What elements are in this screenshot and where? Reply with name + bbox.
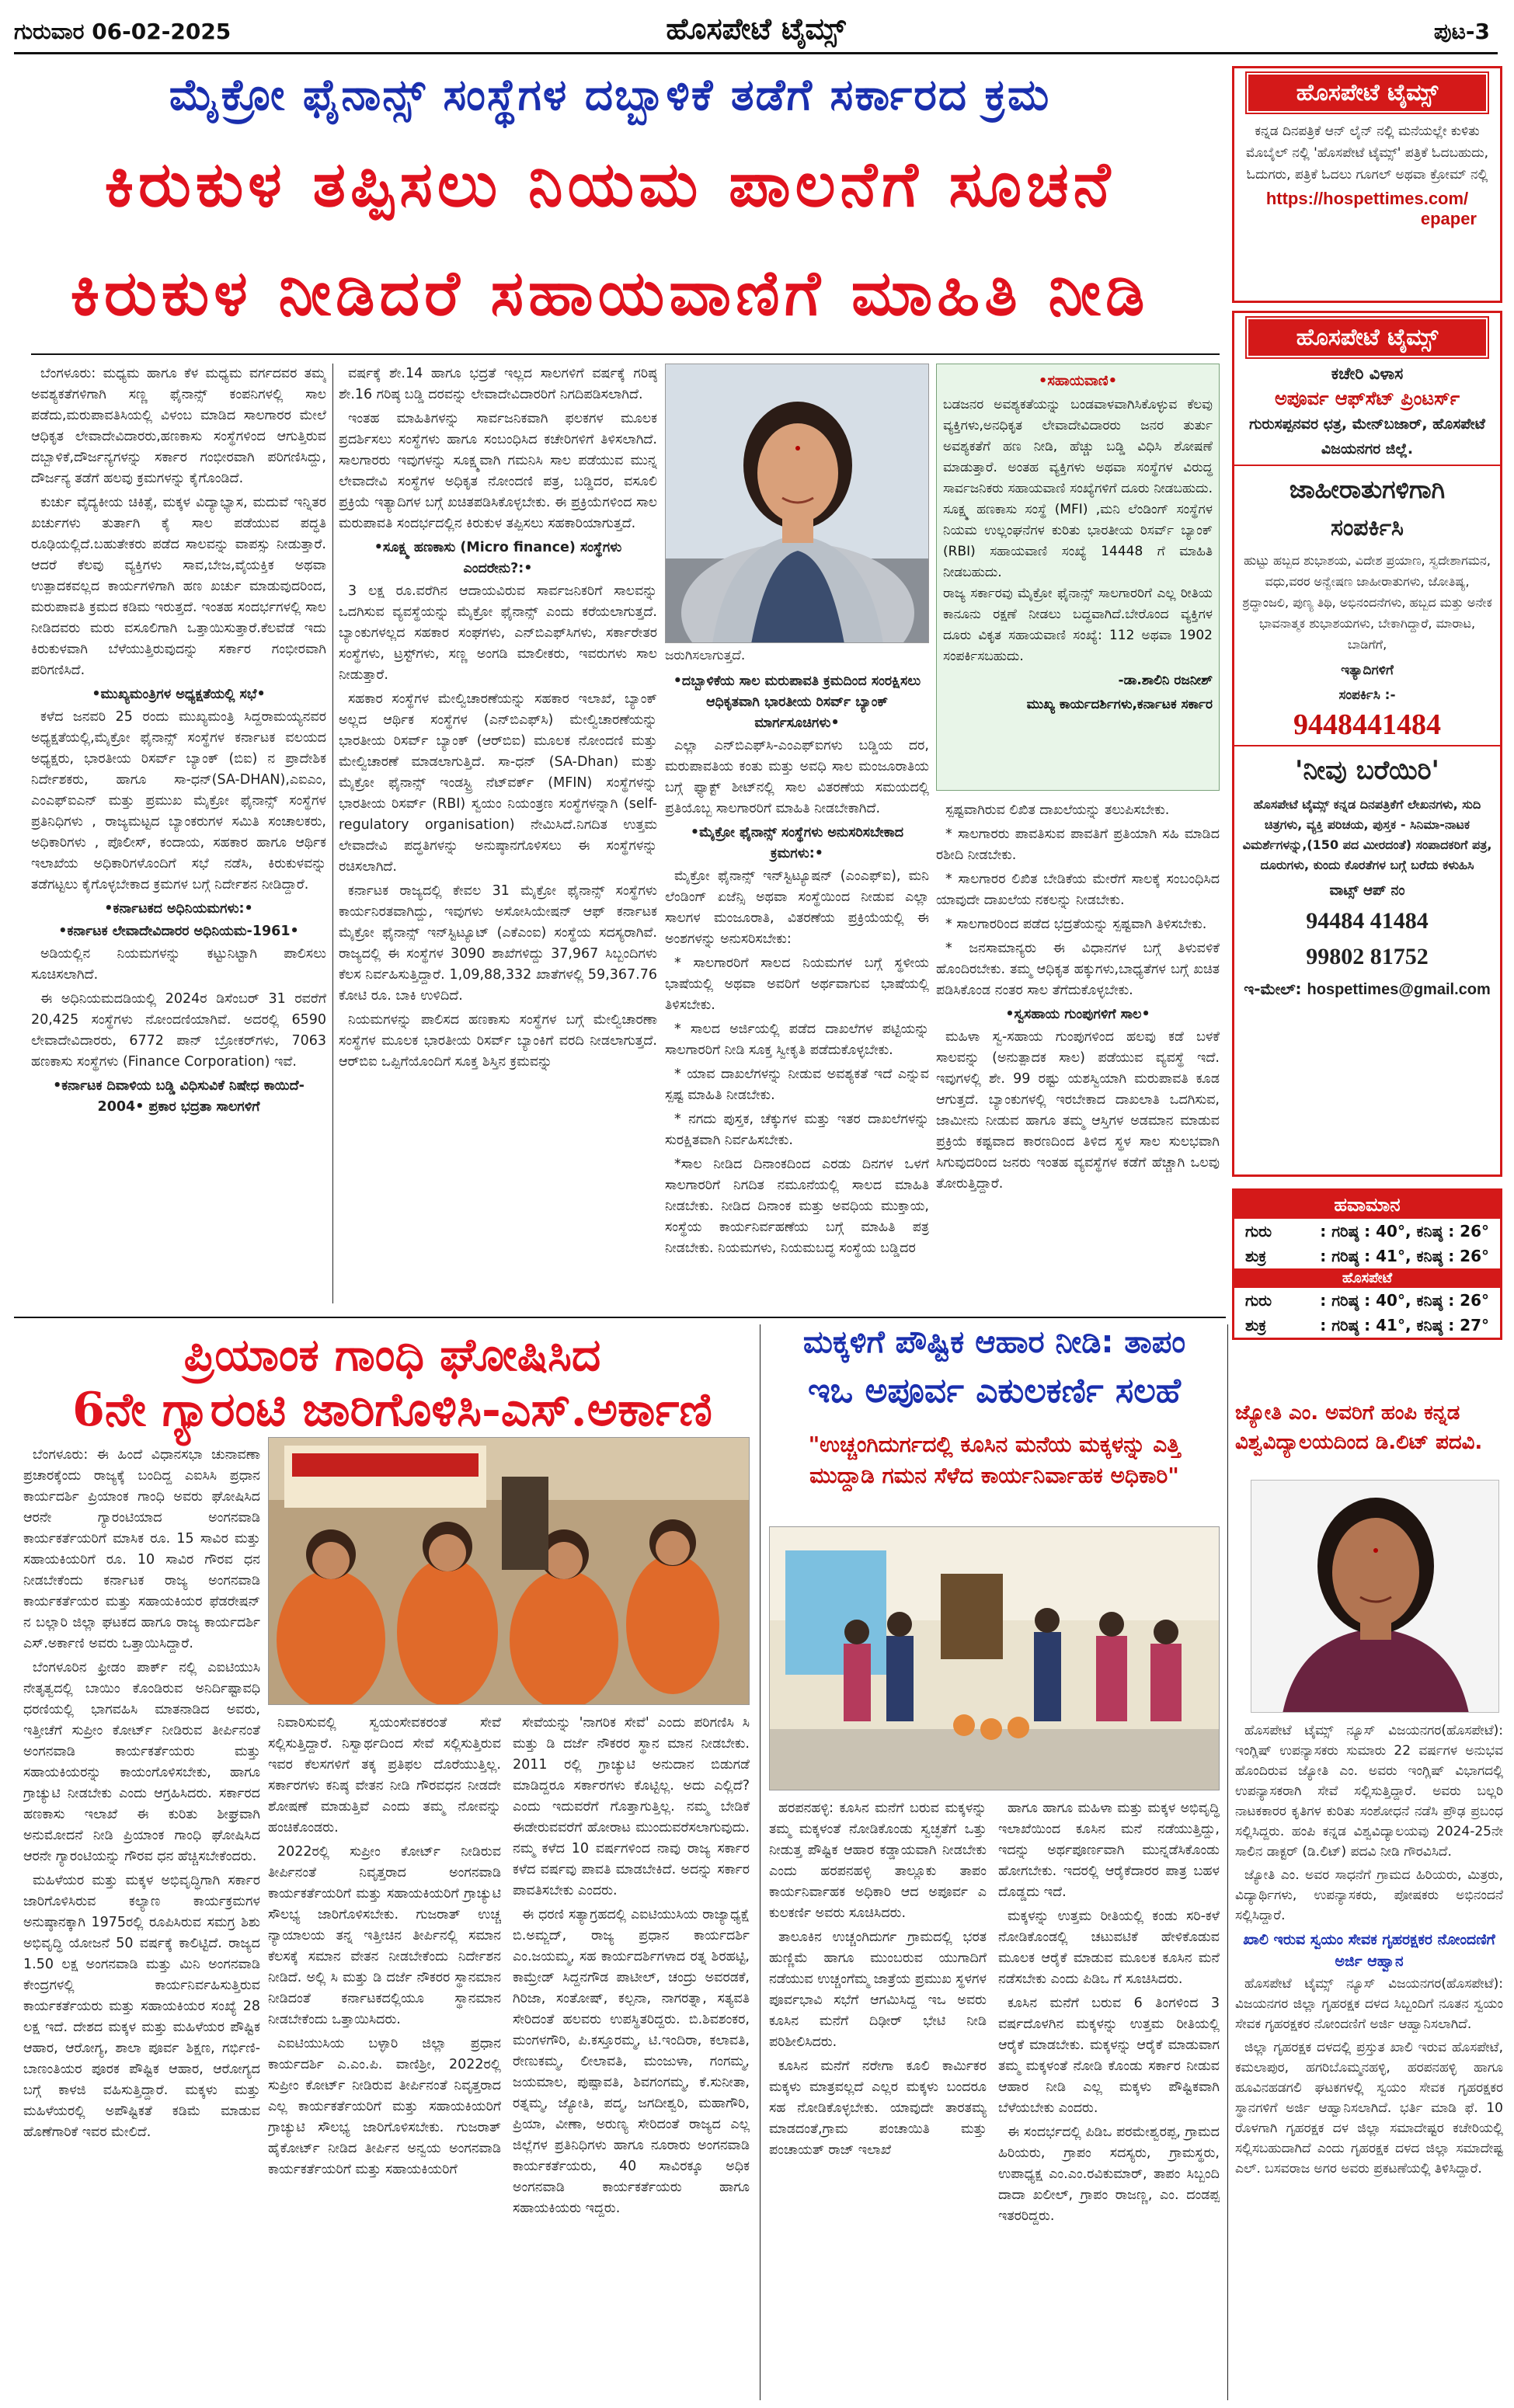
paragraph: ಹೊಸಪೇಟೆ ಟೈಮ್ಸ್ ನ್ಯೂಸ್ ವಿಜಯನಗರ(ಹೊಸಪೇಟೆ): ಇಂಗ್ಲಿಷ್ ಉಪನ್ಯಾಸಕರು ಸುಮಾರು 22 ವರ್ಷಗಳ ಅನುಭವ ಹೊಂದಿರುವ ಜ್ಯೋತಿ ಎಂ. ಅವರು ಇಂಗ್ಲಿಷ್ ವಿಭಾಗದಲ್ಲಿ ಉಪನ್ಯಾಸಕರಾಗಿ ಸೇವೆ ಸಲ್ಲಿಸುತ್ತಿದ್ದಾರೆ. ಅವರು ಬಲ್ಲರಿ ನಾಟಕಕಾರರ ಕೃತಿಗಳ ಕುರಿತು ಸಂಶೋಧನೆ ನಡೆಸಿ ಪ್ರೌಢ ಪ್ರಬಂಧ ಸಲ್ಲಿಸಿದ್ದರು. ಹಂಪಿ ಕನ್ನಡ ವಿಶ್ವವಿದ್ಯಾಲಯವು 2024-25ನೇ ಸಾಲಿನ ಡಾಕ್ಟರ್ (ಡಿ.ಲಿಟ್) ಪದವಿ ನೀಡಿ ಗೌರವಿಸಿದೆ. xyxy=(1235,1723,1503,1860)
masthead xyxy=(14,8,1498,54)
paragraph: ಮೈಕ್ರೋ ಫೈನಾನ್ಸ್ ಇನ್‌ಸ್ಟಿಟ್ಯೂಷನ್ (ಎಂಎಫ್‌ಐ), ಮನಿ ಲೆಂಡಿಂಗ್ ಏಜೆನ್ಸಿ ಅಥವಾ ಸಂಸ್ಥೆಯಿಂದ ನೀಡುವ ಎಲ್ಲಾ ಸಾಲಗಳ ಮಂಜೂರಾತಿ, ವಿತರಣೆಯ ಪ್ರಕ್ರಿಯೆಯಲ್ಲಿ ಈ ಅಂಶಗಳನ್ನು ಅನುಸರಿಸಬೇಕು: xyxy=(665,868,929,947)
contact-label: ಸಂಪರ್ಕಿಸಿ :- xyxy=(1338,687,1396,703)
paragraph: ಬಡಜನರ ಅವಶ್ಯಕತೆಯನ್ನು ಬಂಡವಾಳವಾಗಿಸಿಕೊಳ್ಳುವ ಕೆಲವು ವ್ಯಕ್ತಿಗಳು,ಅನಧಿಕೃತ ಲೇವಾದೇವಿದಾರರು ಜನರ ತುರ್ತು ಅವಶ್ಯಕತೆಗೆ ಹಣ ನೀಡಿ, ಹೆಚ್ಚು ಬಡ್ಡಿ ವಿಧಿಸಿ ಶೋಷಣೆ ಮಾಡುತ್ತಾರೆ. ಅಂತಹ ವ್ಯಕ್ತಿಗಳು ಅಥವಾ ಸಂಸ್ಥೆಗಳ ವಿರುದ್ಧ ಸಾರ್ವಜನಿಕರು ಸಹಾಯವಾಣಿ ಸಂಖ್ಯೆಗಳಿಗೆ ದೂರು ನೀಡಬಹುದು. ಸೂಕ್ಷ್ಮ ಹಣಕಾಸು ಸಂಸ್ಥೆ (MFI) ,ಮನಿ ಲೆಂಡಿಂಗ್ ಸಂಸ್ಥೆಗಳ ನಿಯಮ ಉಲ್ಲಂಘನೆಗಳ ಕುರಿತು ಭಾರತೀಯ ರಿಸರ್ವ್ ಬ್ಯಾಂಕ್ (RBI) ಸಹಾಯವಾಣಿ ಸಂಖ್ಯೆ 14448 ಗೆ ಮಾಹಿತಿ ನೀಡಬಹುದು. xyxy=(943,397,1213,580)
email-label: ಇ-ಮೇಲ್: xyxy=(1244,980,1302,998)
protest-illustration xyxy=(269,1438,750,1705)
official-portrait-photo xyxy=(665,364,929,643)
divider xyxy=(14,1317,1226,1318)
lead-column-1 xyxy=(31,364,326,1311)
paragraph: ಈ ಅಧಿನಿಯಮದಡಿಯಲ್ಲಿ 2024ರ ಡಿಸೆಂಬರ್ 31 ರವರೆಗೆ 20,425 ಸಂಸ್ಥೆಗಳು ನೋಂದಣಿಯಾಗಿವೆ. ಅದರಲ್ಲಿ 6590 ಲೇವಾದೇವಿದಾರರು, 6772 ಪಾನ್ ಬ್ರೋಕರ್‌ಗಳು, 7063 ಹಣಕಾಸು ಸಂಸ್ಥೆಗಳು (Finance Corporation) ಇವೆ. xyxy=(31,991,326,1070)
list-item: * ಸಾಲಗಾರರಿಂದ ಪಡೆದ ಭದ್ರತೆಯನ್ನು ಸ್ಪಷ್ಟವಾಗಿ ತಿಳಿಸಬೇಕು. xyxy=(945,917,1207,932)
paragraph: ಅಡಿಯಲ್ಲಿನ ನಿಯಮಗಳನ್ನು ಕಟ್ಟುನಿಟ್ಟಾಗಿ ಪಾಲಿಸಲು ಸೂಚಿಸಲಾಗಿದೆ. xyxy=(31,946,326,983)
advertisement-ad xyxy=(1232,311,1502,1177)
protest-photo xyxy=(268,1437,750,1705)
subheading: •ಸೂಕ್ಷ್ಮ ಹಣಕಾಸು (Micro finance) ಸಂಸ್ಥೆಗಳು ಎಂದರೇನು?:• xyxy=(374,540,622,576)
list-item: * ಸಾಲದ ಅರ್ಜಿಯಲ್ಲಿ ಪಡೆದ ದಾಖಲೆಗಳ ಪಟ್ಟಿಯನ್ನು ಸಾಲಗಾರರಿಗೆ ನೀಡಿ ಸೂಕ್ತ ಸ್ವೀಕೃತಿ ಪಡೆದುಕೊಳ್ಳಬೇಕು. xyxy=(665,1021,929,1058)
anganwadi-photo xyxy=(769,1526,1220,1790)
paragraph: ಕುರ್ಚು ವೈದ್ಯಕೀಯ ಚಿಕಿತ್ಸೆ, ಮಕ್ಕಳ ವಿದ್ಯಾಭ್ಯಾಸ, ಮದುವೆ ಇನ್ನಿತರ ಖರ್ಚುಗಳು ತುರ್ತಾಗಿ ಕೈ ಸಾಲ ಪಡೆಯುವ ಪದ್ಧತಿ ರೂಢಿಯಲ್ಲಿದೆ.ಬಹುತೇಕರು ಪಡೆದ ಸಾಲವನ್ನು ವಾಪಸ್ಸು ನೀಡುತ್ತಾರೆ. ಆದರೆ ಕೆಲವು ವ್ಯಕ್ತಿಗಳು ಸಾವ,ಬೇಜ,ವೈಯಕ್ತಿಕ ಅಥವಾ ಉತ್ಪಾದಕವಲ್ಲದ ಕಾರ್ಯಗಳಿಗಾಗಿ ಹಣ ಖರ್ಚು ಮಾಡುವುದರಿಂದ, ಮರುಪಾವತಿ ಕ್ರಮದ ಕಡಿಮ ಇರುತ್ತದೆ. ಇಂತಹ ಸಂದರ್ಭಗಳಲ್ಲಿ ಸಾಲ ನೀಡಿದವರು ಮರು ವಸೂಲಿಗಾಗಿ ಒತ್ತಾಯಿಸುತ್ತಾರೆ.ಕೆಲವೆಡೆ ಇದು ಕಿರುಕುಳವಾಗಿ ಬೆಳೆಯುತ್ತಿರುವುದನ್ನು ಸರ್ಕಾರ ಗಂಭೀರವಾಗಿ ಪರಿಗಣಿಸಿದೆ. xyxy=(31,495,326,678)
weather-row: ಶುಕ್ರ : ಗರಿಷ್ಠ : 41°, ಕನಿಷ್ಠ : 26° xyxy=(1245,1247,1489,1265)
column-rule xyxy=(332,364,333,1303)
contact-heading: ಸಂಪರ್ಕಿಸಿ xyxy=(1331,514,1404,541)
ad-text: ಕನ್ನಡ ದಿನಪತ್ರಿಕೆ ಆನ್ ಲೈನ್ ನಲ್ಲಿ ಮನೆಯಲ್ಲೇ ಕುಳಿತು ಮೊಬೈಲ್ ನಲ್ಲಿ 'ಹೊಸಪೇಟೆ ಟೈಮ್ಸ್' ಪತ್ರಿಕೆ ಓದಬಹುದು, ಓದುಗರು, ಪತ್ರಿಕೆ ಓದಲು ಗೂಗಲ್ ಅಥವಾ ಕ್ರೋಮ್ ನಲ್ಲಿ xyxy=(1245,124,1489,183)
list-item: *ಸಾಲ ನೀಡಿದ ದಿನಾಂಕದಿಂದ ಎರಡು ದಿನಗಳ ಒಳಗೆ ಸಾಲಗಾರರಿಗೆ ನಿಗದಿತ ನಮೂನೆಯಲ್ಲಿ ಸಾಲದ ಮಾಹಿತಿ ನೀಡಬೇಕು. ನೀಡಿದ ದಿನಾಂಕ ಮತ್ತು ಅವಧಿಯ ಮುಕ್ತಾಯ, ಸಂಸ್ಥೆಯ ಕಾರ್ಯನಿರ್ವಹಣೆಯ ಬಗ್ಗೆ ಮಾಹಿತಿ ಪತ್ರ ನೀಡಬೇಕು. ನಿಯಮಗಳು, ನಿಯಮಬದ್ಧ ಸಂಸ್ಥೆಯ ಬಡ್ಡಿದರ xyxy=(665,1157,929,1256)
portrait-illustration xyxy=(1251,1481,1499,1713)
lead-column-2 xyxy=(339,364,657,1311)
paragraph: ಇಂತಹ ಮಾಹಿತಿಗಳನ್ನು ಸಾರ್ವಜನಿಕವಾಗಿ ಫಲಕಗಳ ಮೂಲಕ ಪ್ರದರ್ಶಿಸಲು ಸಂಸ್ಥೆಗಳು ಹಾಗೂ ಸಂಬಂಧಿಸಿದ ಕಚೇರಿಗಳಿಗೆ ತಿಳಿಸಲಾಗಿದೆ. ಸಾಲಗಾರರು ಇವುಗಳನ್ನು ಸೂಕ್ಷ್ಮವಾಗಿ ಗಮನಿಸಿ ಸಾಲ ಪಡೆಯುವ ಮುನ್ನ ಲೇವಾದೇವಿ ಸಂಸ್ಥೆಗಳ ಅಧಿಕೃತ ನೋಂದಣಿ ಪತ್ರ, ಬಡ್ಡಿದರ, ವಸೂಲಿ ಪ್ರಕ್ರಿಯೆ ಇತ್ಯಾದಿಗಳ ಬಗ್ಗೆ ಖಚಿತಪಡಿಸಿಕೊಳ್ಳಬೇಕು. ಈ ಪ್ರಕ್ರಿಯೆಗಳಿಂದ ಸಾಲ ಮರುಪಾವತಿ ಸಂದರ್ಭದಲ್ಲಿನ ಕಿರುಕುಳ ತಪ್ಪಿಸಲು ಸಹಕಾರಿಯಾಗುತ್ತದೆ. xyxy=(339,411,657,531)
paragraph: ಕೂಸಿನ ಮನೆಗೆ ನರೇಗಾ ಕೂಲಿ ಕಾರ್ಮಿಕರ ಮಕ್ಕಳು ಮಾತ್ರವಲ್ಲದೆ ಎಲ್ಲರ ಮಕ್ಕಳು ಬಂದರೂ ಸಹ ನೋಡಿಕೊಳ್ಳಬೇಕು. ಯಾವುದೇ ತಾರತಮ್ಯ ಮಾಡದಂತೆ,ಗ್ರಾಮ ಪಂಚಾಯಿತಿ ಮತ್ತು ಪಂಚಾಯತ್ ರಾಜ್ ಇಲಾಖೆ xyxy=(769,2058,987,2158)
paragraph: 2022ರಲ್ಲಿ ಸುಪ್ರೀಂ ಕೋರ್ಟ್ ನೀಡಿರುವ ತೀರ್ಪಿನಂತೆ ನಿವೃತ್ತರಾದ ಅಂಗನವಾಡಿ ಕಾರ್ಯಕರ್ತೆಯರಿಗೆ ಮತ್ತು ಸಹಾಯಕಿಯರಿಗೆ ಗ್ರಾಚ್ಯುಟಿ ಸೌಲಭ್ಯ ಜಾರಿಗೊಳಿಸಬೇಕು. ಗುಜರಾತ್ ಉಚ್ಚ ನ್ಯಾಯಾಲಯ ತನ್ನ ಇತ್ತೀಚಿನ ತೀರ್ಪಿನಲ್ಲಿ ಸಮಾನ ಕೆಲಸಕ್ಕೆ ಸಮಾನ ವೇತನ ನೀಡಬೇಕೆಂದು ನಿರ್ದೇಶನ ನೀಡಿದೆ. ಅಲ್ಲಿ ಸಿ ಮತ್ತು ಡಿ ದರ್ಜೆ ನೌಕರರ ಸ್ಥಾನಮಾನ ನೀಡಿದಂತೆ ಕರ್ನಾಟಕದಲ್ಲಿಯೂ ಸ್ಥಾನಮಾನ ನೀಡಬೇಕೆಂದು ಒತ್ತಾಯಿಸಿದರು. xyxy=(268,1844,501,2027)
story4-headline: ಜ್ಯೋತಿ ಎಂ. ಅವರಿಗೆ ಹಂಪಿ ಕನ್ನಡ ವಿಶ್ವವಿದ್ಯಾಲಯದಿಂದ ಡಿ.ಲಿಟ್ ಪದವಿ. xyxy=(1235,1401,1483,1454)
press-name: ಅಪೂರ್ವ ಆಫ್‌ಸೆಟ್ ಪ್ರಿಂಟರ್ಸ್ xyxy=(1274,388,1460,409)
list-item: * ಸಾಲಗಾರರಿಗೆ ಸಾಲದ ನಿಯಮಗಳ ಬಗ್ಗೆ ಸ್ಥಳೀಯ ಭಾಷೆಯಲ್ಲಿ ಅಥವಾ ಅವರಿಗೆ ಅರ್ಥವಾಗುವ ಭಾಷೆಯಲ್ಲಿ ತಿಳಿಸಬೇಕು. xyxy=(665,955,929,1013)
list-item: * ನಗದು ಪುಸ್ತಕ, ಚೆಕ್ಕುಗಳ ಮತ್ತು ಇತರ ದಾಖಲೆಗಳನ್ನು ಸುರಕ್ಷಿತವಾಗಿ ನಿರ್ವಹಿಸಬೇಕು. xyxy=(665,1112,929,1148)
portrait-illustration xyxy=(666,364,929,643)
story3-headline-2: ಇಒ ಅಪೂರ್ವ ಎಕುಲಕರ್ಣಿ ಸಲಹೆ xyxy=(808,1371,1181,1411)
paragraph: ಸೇವೆಯನ್ನು 'ನಾಗರಿಕ ಸೇವೆ' ಎಂದು ಪರಿಗಣಿಸಿ ಸಿ ಮತ್ತು ಡಿ ದರ್ಜೆ ನೌಕರರ ಸ್ಥಾನ ಮಾನ ನೀಡಬೇಕು. 2011 ರಲ್ಲಿ ಗ್ರಾಚ್ಯುಟಿ ಅನುದಾನ ಬಿಡುಗಡೆ ಮಾಡಿದ್ದರೂ ಸರ್ಕಾರಗಳು ಕೊಟ್ಟಿಲ್ಲ. ಅದು ಎಲ್ಲಿದೆ? ಎಂದು ಇದುವರೆಗೆ ಗೊತ್ತಾಗುತ್ತಿಲ್ಲ. ನಮ್ಮ ಬೇಡಿಕೆ ಈಡೇರುವವರೆಗೆ ಹೋರಾಟ ಮುಂದುವರೆಸಲಾಗುವುದು. ನಮ್ಮ ಕಳೆದ 10 ವರ್ಷಗಳಿಂದ ನಾವು ರಾಜ್ಯ ಸರ್ಕಾರ ಕಳೆದ ವರ್ಷವು ಪಾವತಿ ಮಾಡಬೇಕಿದೆ. ಅದನ್ನು ಸರ್ಕಾರ ಪಾವತಿಸಬೇಕು ಎಂದರು. xyxy=(513,1715,750,1898)
jyothi-portrait-photo xyxy=(1251,1480,1499,1713)
issue-date: ಗುರುವಾರ 06-02-2025 xyxy=(14,19,231,44)
subheading: •ಕರ್ನಾಟಕದ ಅಧಿನಿಯಮಗಳು:• xyxy=(104,901,253,917)
paragraph: ಬೆಂಗಳೂರಿನ ಫ್ರೀಡಂ ಪಾರ್ಕ್ ನಲ್ಲಿ ಎಐಟಿಯುಸಿ ನೇತೃತ್ವದಲ್ಲಿ ಬಾಯಿಂ ಕೊಂಡಿರುವ ಅನಿರ್ದಿಷ್ಟಾವಧಿ ಧರಣಿಯಲ್ಲಿ ಭಾಗವಹಿಸಿ ಮಾತನಾಡಿದ ಅವರು, ಇತ್ತೀಚೆಗೆ ಸುಪ್ರೀಂ ಕೋರ್ಟ್ ನೀಡಿರುವ ತೀರ್ಪಿನಂತೆ ಅಂಗನವಾಡಿ ಕಾರ್ಯಕರ್ತೆಯರು ಮತ್ತು ಸಹಾಯಕಿಯರನ್ನು ಕಾಯಂಗೊಳಿಸಬೇಕು, ಹಾಗೂ ಗ್ರಾಚ್ಯುಟಿ ನೀಡಬೇಕು ಎಂದು ಆಗ್ರಹಿಸಿದರು. ಸರ್ಕಾರದ ಹಣಕಾಸು ಇಲಾಖೆ ಈ ಕುರಿತು ಶೀಘ್ರವಾಗಿ ಅನುಮೋದನೆ ನೀಡಿ ಪ್ರಿಯಾಂಕ ಗಾಂಧಿ ಘೋಷಿಸಿದ ಆರನೇ ಗ್ಯಾರಂಟಿಯನ್ನು ಗೌರವ ಧನ ಹೆಚ್ಚಿಸಬೇಕೆಂದರು. xyxy=(23,1660,260,1864)
divider xyxy=(31,353,1220,355)
story3-column-2 xyxy=(998,1798,1220,2400)
paragraph: ಈ ಸಂದರ್ಭದಲ್ಲಿ ಪಿಡಿಒ ಪರಮೇಶ್ವರಪ್ಪ, ಗ್ರಾಮದ ಹಿರಿಯರು, ಗ್ರಾಪಂ ಸದಸ್ಯರು, ಗ್ರಾಮಸ್ಥರು, ಉಪಾಧ್ಯಕ್ಷ ಎಂ.ಎಂ.ರವಿಕುಮಾರ್, ತಾಪಂ ಸಿಬ್ಬಂದಿ ದಾದಾ ಖಲೀಲ್, ಗ್ರಾಪಂ ರಾಜಣ್ಣ, ಎಂ. ದಂಡಪ್ಪ ಇತರರಿದ್ದರು. xyxy=(998,2124,1220,2224)
paragraph: ಮಹಿಳೆಯರ ಮತ್ತು ಮಕ್ಕಳ ಅಭಿವೃದ್ಧಿಗಾಗಿ ಸರ್ಕಾರ ಜಾರಿಗೊಳಿಸಿರುವ ಕಲ್ಯಾಣ ಕಾರ್ಯಕ್ರಮಗಳ ಅನುಷ್ಠಾನಕ್ಕಾಗಿ 1975ರಲ್ಲಿ ರೂಪಿಸಿರುವ ಸಮಗ್ರ ಶಿಶು ಅಭಿವೃದ್ಧಿ ಯೋಜನೆ 50 ವರ್ಷಕ್ಕೆ ಕಾಲಿಟ್ಟಿದೆ. ರಾಜ್ಯದ 1.50 ಲಕ್ಷ ಅಂಗನವಾಡಿ ಮತ್ತು ಮಿನಿ ಅಂಗನವಾಡಿ ಕೇಂದ್ರಗಳಲ್ಲಿ ಕಾರ್ಯನಿರ್ವಹಿಸುತ್ತಿರುವ ಕಾರ್ಯಕರ್ತೆಯರು ಮತ್ತು ಸಹಾಯಕಿಯರ ಸಂಖ್ಯೆ 28 ಲಕ್ಷ ಇದೆ. ದೇಶದ ಮಕ್ಕಳ ಮತ್ತು ಮಹಿಳೆಯರ ಪೌಷ್ಟಿಕ ಆಹಾರ, ಆರೋಗ್ಯ, ಶಾಲಾ ಪೂರ್ವ ಶಿಕ್ಷಣ, ಗರ್ಭಿಣಿ-ಬಾಣಂತಿಯರ ಪೂರಕ ಪೌಷ್ಟಿಕ ಆಹಾರ, ಆರೋಗ್ಯದ ಬಗ್ಗೆ ಕಾಳಜಿ ವಹಿಸುತ್ತಿದ್ದಾರೆ. ಮಕ್ಕಳು ಮತ್ತು ಮಹಿಳೆಯರಲ್ಲಿ ಅಪೌಷ್ಟಿಕತೆ ಕಡಿಮೆ ಮಾಡುವ ಹೊಣೆಗಾರಿಕೆ ಇವರ ಮೇಲಿದೆ. xyxy=(23,1873,260,2140)
ad-logo: ಹೊಸಪೇಟೆ ಟೈಮ್ಸ್ xyxy=(1247,318,1488,357)
paragraph: ಮಹಿಳಾ ಸ್ವ-ಸಹಾಯ ಗುಂಪುಗಳಿಂದ ಹಲವು ಕಡೆ ಬಳಕೆ ಸಾಲವನ್ನು (ಅನುತ್ಪಾದಕ ಸಾಲ) ಪಡೆಯುವ ವ್ಯವಸ್ಥೆ ಇದೆ. ಇವುಗಳಲ್ಲಿ ಶೇ. 99 ರಷ್ಟು ಯಶಸ್ವಿಯಾಗಿ ಮರುಪಾವತಿ ಕೂಡ ಆಗುತ್ತದೆ. ಬ್ಯಾಂಕುಗಳಲ್ಲಿ ಇರಬೇಕಾದ ದಾಖಲಾತಿ ಒದಗಿಸುವ, ಜಾಮೀನು ನೀಡುವ ಹಾಗೂ ತಮ್ಮ ಆಸ್ತಿಗಳ ಅಡಮಾನ ಮಾಡುವ ಪ್ರಕ್ರಿಯೆ ಕಷ್ಟವಾದ ಕಾರಣದಿಂದ ತಿಳಿದ ಸ್ಥಳ ಸಾಲ ಸುಲಭವಾಗಿ ಸಿಗುವುದರಿಂದ ಜನರು ಇಂತಹ ವ್ಯವಸ್ಥೆಗಳ ಕಡೆಗೆ ಹೆಚ್ಚಾಗಿ ಒಲವು ತೋರುತ್ತಿದ್ದಾರೆ. xyxy=(936,1029,1220,1192)
paragraph: ನಿವಾರಿಸುವಲ್ಲಿ ಸ್ವಯಂಸೇವಕರಂತೆ ಸೇವೆ ಸಲ್ಲಿಸುತ್ತಿದ್ದಾರೆ. ನಿಸ್ವಾರ್ಥದಿಂದ ಸೇವೆ ಸಲ್ಲಿಸುತ್ತಿರುವ ಇವರ ಕೆಲಸಗಳಿಗೆ ತಕ್ಕ ಪ್ರತಿಫಲ ದೊರೆಯುತ್ತಿಲ್ಲ. ಸರ್ಕಾರಗಳು ಕನಿಷ್ಠ ವೇತನ ನೀಡಿ ಗೌರವಧನ ನೀಡದೇ ಶೋಷಣೆ ಮಾಡುತ್ತಿವೆ ಎಂದು ತಮ್ಮ ನೋವನ್ನು ಹಂಚಿಕೊಂಡರು. xyxy=(268,1715,501,1836)
newspaper-title: ಹೊಸಪೇಟೆ ಟೈಮ್ಸ್ xyxy=(666,11,846,46)
ad-logo: ಹೊಸಪೇಟೆ ಟೈಮ್ಸ್ xyxy=(1247,73,1488,113)
subheading: •ಮುಖ್ಯಮಂತ್ರಿಗಳ ಅಧ್ಯಕ್ಷತೆಯಲ್ಲಿ ಸಭೆ• xyxy=(92,687,266,702)
story2-column-2 xyxy=(268,1713,501,2400)
list-item: * ಸಾಲಗಾರರು ಪಾವತಿಸುವ ಪಾವತಿಗೆ ಪ್ರತಿಯಾಗಿ ಸಹಿ ಮಾಡಿದ ರಶೀದಿ ನೀಡಬೇಕು. xyxy=(936,826,1220,863)
ads-heading: ಜಾಹೀರಾತುಗಳಿಗಾಗಿ xyxy=(1289,475,1446,504)
paragraph: ತಾಲೂಕಿನ ಉಚ್ಚಂಗಿದುರ್ಗ ಗ್ರಾಮದಲ್ಲಿ ಭರತ ಹುಣ್ಣಿಮೆ ಹಾಗೂ ಮುಂಬರುವ ಯುಗಾದಿಗೆ ನಡೆಯುವ ಉಚ್ಚಂಗೆಮ್ಮ ಜಾತ್ರೆಯ ಪ್ರಮುಖ ಸ್ಥಳಗಳ ಪೂರ್ವಭಾವಿ ಸಭೆಗೆ ಆಗಮಿಸಿದ್ದ ಇಒ ಅವರು ಕೂಸಿನ ಮನೆಗೆ ದಿಢೀರ್ ಭೇಟಿ ನೀಡಿ ಪರಿಶೀಲಿಸಿದರು. xyxy=(769,1930,987,2050)
paragraph: ಜಿಲ್ಲಾ ಗೃಹರಕ್ಷಕ ದಳದಲ್ಲಿ ಪ್ರಸ್ತುತ ಖಾಲಿ ಇರುವ ಹೊಸಪೇಟೆ, ಕಮಲಾಪುರ, ಹಗರಿಬೊಮ್ಮನಹಳ್ಳಿ, ಹರಪನಹಳ್ಳಿ ಹಾಗೂ ಹೂವಿನಹಡಗಲಿ ಘಟಕಗಳಲ್ಲಿ ಸ್ವಯಂ ಸೇವಕ ಗೃಹರಕ್ಷಕರ ಸ್ಥಾನಗಳಿಗೆ ಅರ್ಜಿ ಆಹ್ವಾನಿಸಲಾಗಿದೆ. ಭರ್ತಿ ಮಾಡಿ ಫೆ. 10 ರೊಳಗಾಗಿ ಗೃಹರಕ್ಷಕ ದಳ ಜಿಲ್ಲಾ ಸಮಾದೇಷ್ಟರ ಕಚೇರಿಯಲ್ಲಿ ಸಲ್ಲಿಸಬಹುದಾಗಿದೆ ಎಂದು ಗೃಹರಕ್ಷಕ ದಳದ ಜಿಲ್ಲಾ ಸಮಾದೇಷ್ಟ ಎಲ್. ಬಸವರಾಜ ಅಗರ ಅವರು ಪ್ರಕಟಣೆಯಲ್ಲಿ ತಿಳಿಸಿದ್ದಾರೆ. xyxy=(1235,2040,1503,2177)
whatsapp-number-2[interactable]: 99802 81752 xyxy=(1306,944,1429,969)
anganwadi-illustration xyxy=(770,1527,1220,1790)
paragraph: ಹೊಸಪೇಟೆ ಟೈಮ್ಸ್ ನ್ಯೂಸ್ ವಿಜಯನಗರ(ಹೊಸಪೇಟೆ): ವಿಜಯನಗರ ಜಿಲ್ಲಾ ಗೃಹರಕ್ಷಕ ದಳದ ಸಿಬ್ಬಂದಿಗೆ ನೂತನ ಸ್ವಯಂ ಸೇವಕ ಗೃಹರಕ್ಷಕರ ನೋಂದಣಿಗೆ ಅರ್ಜಿ ಆಹ್ವಾನಿಸಲಾಗಿದೆ. xyxy=(1235,1976,1503,2032)
story2-headline-1: ಪ್ರಿಯಾಂಕ ಗಾಂಧಿ ಘೋಷಿಸಿದ xyxy=(183,1328,601,1381)
district: ವಿಜಯನಗರ ಜಿಲ್ಲೆ. xyxy=(1321,440,1414,458)
notice-title: ಖಾಲಿ ಇರುವ ಸ್ವಯಂ ಸೇವಕ ಗೃಹರಕ್ಷಕರ ನೋಂದಣಿಗೆ ಅರ್ಜಿ ಆಹ್ವಾನ xyxy=(1243,1931,1495,1970)
story3-column-1 xyxy=(769,1798,987,2400)
weather-row: ಗುರು : ಗರಿಷ್ಠ : 40°, ಕನಿಷ್ಠ : 26° xyxy=(1245,1222,1489,1241)
photo-caption: ಜರುಗಿಸಲಾಗುತ್ತದೆ. xyxy=(665,648,746,663)
subheading: •ಮೈಕ್ರೋ ಫೈನಾನ್ಸ್ ಸಂಸ್ಥೆಗಳು ಅನುಸರಿಸಬೇಕಾದ ಕ್ರಮಗಳು:• xyxy=(690,825,904,861)
lead-headline-1: ಕಿರುಕುಳ ತಪ್ಪಿಸಲು ನಿಯಮ ಪಾಲನೆಗೆ ಸೂಚನೆ xyxy=(104,148,1115,221)
epaper-link-suffix[interactable]: epaper xyxy=(1420,209,1477,228)
email-address[interactable]: hospettimes@gmail.com xyxy=(1307,981,1491,998)
subheading: •ದಬ್ಬಾಳಿಕೆಯ ಸಾಲ ಮರುಪಾವತಿ ಕ್ರಮದಿಂದ ಸಂರಕ್ಷಿಸಲು ಆಧಿಕೃತವಾಗಿ ಭಾರತೀಯ ರಿಸರ್ವ್ ಬ್ಯಾಂಕ್ ಮಾರ್ಗಸೂಚಿಗಳು• xyxy=(673,673,921,731)
paragraph: ಈ ಧರಣಿ ಸತ್ಯಾಗ್ರಹದಲ್ಲಿ ಎಐಟಿಯುಸಿಯ ರಾಜ್ಯಾಧ್ಯಕ್ಷೆ ಬಿ.ಅಮ್ಜದ್, ರಾಜ್ಯ ಪ್ರಧಾನ ಕಾರ್ಯದರ್ಶಿ ಎಂ.ಜಯಮ್ಮ, ಸಹ ಕಾರ್ಯದರ್ಶಿಗಳಾದ ರತ್ನ ಶಿರಹಟ್ಟಿ, ಕಾಮ್ರೇಡ್ ಸಿದ್ದನಗೌಡ ಪಾಟೀಲ್, ಚಂದ್ರು ಅವರಡಕೆ, ಗಿರಿಜಾ, ಸಂತೋಷ್, ಕಲ್ಪನಾ, ನಾಗರತ್ನಾ, ಸತ್ಯವತಿ ಸೇರಿದಂತೆ ಹಲವರು ಉಪಸ್ಥಿತರಿದ್ದರು. ಬಿ.ಶಿವಶಂಕರ, ಮಂಗಳಗೌರಿ, ಪಿ.ಕಸ್ತೂರಮ್ಮ, ಟಿ.ಇಂದಿರಾ, ಕಲಾವತಿ, ರೇಣುಕಮ್ಮ, ಲೀಲಾವತಿ, ಮಂಜುಳಾ, ಗಂಗಮ್ಮ, ಜಯಮಾಲ, ಪುಷ್ಪಾವತಿ, ಶಿವಗಂಗಮ್ಮ, ಕೆ.ಸುನೀತಾ, ರತ್ನಮ್ಮ, ಜ್ಯೋತಿ, ಪದ್ಮ, ಜಗದೀಶ್ವರಿ, ಮಹಾಗೌರಿ, ಪ್ರಿಯಾ, ವೀಣಾ, ಅರುಣ್ಯ ಸೇರಿದಂತೆ ರಾಜ್ಯದ ಎಲ್ಲ ಜಿಲ್ಲೆಗಳ ಪ್ರತಿನಿಧಿಗಳು ಹಾಗೂ ನೂರಾರು ಅಂಗನವಾಡಿ ಕಾರ್ಯಕರ್ತೆಯರು, 40 ಸಾವಿರಕ್ಕೂ ಅಧಿಕ ಅಂಗನವಾಡಿ ಕಾರ್ಯಕರ್ತೆಯರು ಹಾಗೂ ಸಹಾಯಕಿಯರು ಇದ್ದರು. xyxy=(513,1907,750,2216)
lead-column-3 xyxy=(665,670,929,1314)
lead-kicker: ಮೈಕ್ರೋ ಫೈನಾನ್ಸ್ ಸಂಸ್ಥೆಗಳ ದಬ್ಬಾಳಿಕೆ ತಡೆಗೆ ಸರ್ಕಾರದ ಕ್ರಮ xyxy=(169,70,1051,120)
subheading: •ಕರ್ನಾಟಕ ಲೇವಾದೇವಿದಾರರ ಅಧಿನಿಯಮ-1961• xyxy=(58,924,299,939)
whatsapp-number-1[interactable]: 94484 41484 xyxy=(1306,908,1429,934)
story3-kicker: "ಉಚ್ಚಂಗಿದುರ್ಗದಲ್ಲಿ ಕೂಸಿನ ಮನೆಯ ಮಕ್ಕಳನ್ನು ಎತ್ತಿ ಮುದ್ದಾಡಿ ಗಮನ ಸೆಳೆದ ಕಾರ್ಯನಿರ್ವಾಹಕ ಅಧಿಕಾರಿ" xyxy=(808,1432,1181,1488)
paragraph: ಬೆಂಗಳೂರು: ಈ ಹಿಂದೆ ವಿಧಾನಸಭಾ ಚುನಾವಣಾ ಪ್ರಚಾರಕ್ಕೆಂದು ರಾಜ್ಯಕ್ಕೆ ಬಂದಿದ್ದ ಎಐಸಿಸಿ ಪ್ರಧಾನ ಕಾರ್ಯದರ್ಶಿ ಪ್ರಿಯಾಂಕ ಗಾಂಧಿ ಅವರು ಘೋಷಿಸಿದ ಆರನೇ ಗ್ಯಾರಂಟಿಯಾದ ಅಂಗನವಾಡಿ ಕಾರ್ಯಕರ್ತೆಯರಿಗೆ ಮಾಸಿಕ ರೂ. 15 ಸಾವಿರ ಮತ್ತು ಸಹಾಯಕಿಯರಿಗೆ ರೂ. 10 ಸಾವಿರ ಗೌರವ ಧನ ನೀಡಬೇಕೆಂದು ಕರ್ನಾಟಕ ರಾಜ್ಯ ಅಂಗನವಾಡಿ ಕಾರ್ಯಕರ್ತೆಯರ ಮತ್ತು ಸಹಾಯಕಿಯರ ಫೆಡರೇಷನ್ ನ ಬಲ್ಲಾರಿ ಜಿಲ್ಲಾ ಘಟಕದ ಹಾಗೂ ರಾಜ್ಯ ಕಾರ್ಯದರ್ಶಿ ಎಸ್.ಅರ್ಕಾಣಿ ಅವರು ಒತ್ತಾಯಿಸಿದ್ದಾರೆ. xyxy=(23,1447,260,1651)
paragraph: ಎಲ್ಲಾ ಎನ್‌ಬಿಎಫ್‌ಸಿ-ಎಂಎಫ್‌ಐಗಳು ಬಡ್ಡಿಯ ದರ, ಮರುಪಾವತಿಯ ಕಂತು ಮತ್ತು ಅವಧಿ ಸಾಲ ಮಂಜೂರಾತಿಯ ಬಗ್ಗೆ ಫ್ಯಾಕ್ಟ್ ಶೀಟ್‌ನಲ್ಲಿ ಸಾಲ ವಿತರಣೆಯ ಸಮಯದಲ್ಲಿ ಪ್ರತಿಯೊಬ್ಬ ಸಾಲಗಾರರಿಗೆ ಮಾಹಿತಿ ನೀಡಬೇಕಾಗಿದೆ. xyxy=(665,738,929,816)
paragraph: ಸ್ಪಷ್ಟವಾಗಿರುವ ಲಿಖಿತ ದಾಖಲೆಯನ್ನು ತಲುಪಿಸಬೇಕು. xyxy=(945,802,1170,818)
phone-number[interactable]: 9448441484 xyxy=(1293,708,1441,741)
page-number: ಪುಟ-3 xyxy=(1433,19,1490,44)
paragraph: ಜ್ಯೋತಿ ಎಂ. ಅವರ ಸಾಧನೆಗೆ ಗ್ರಾಮದ ಹಿರಿಯರು, ಮಿತ್ರರು, ವಿದ್ಯಾರ್ಥಿಗಳು, ಉಪನ್ಯಾಸಕರು, ಪೋಷಕರು ಅಭಿನಂದನೆ ಸಲ್ಲಿಸಿದ್ದಾರೆ. xyxy=(1235,1867,1503,1923)
paragraph: ಬೆಂಗಳೂರು: ಮಧ್ಯಮ ಹಾಗೂ ಕೆಳ ಮಧ್ಯಮ ವರ್ಗದವರ ತಮ್ಮ ಅವಶ್ಯಕತೆಗಳಿಗಾಗಿ ಸಣ್ಣ ಫೈನಾನ್ಸ್ ಕಂಪನಿಗಳಲ್ಲಿ ಸಾಲ ಪಡೆದು,ಮರುಪಾವತಿಸಿಯಲ್ಲಿ ವಿಳಂಬ ಮಾಡಿದ ಸಾಲಗಾರರ ಮೇಲೆ ಆಧಿಕೃತ ಲೇವಾದೇವಿದಾರರು,ಹಣಕಾಸು ಸಂಸ್ಥೆಗಳಿಂದ ಆಗುತ್ತಿರುವ ದಬ್ಬಾಳಿಕೆ,ದೌರ್ಜನ್ಯಗಳನ್ನು ಸರ್ಕಾರ ಗಂಭೀರವಾಗಿ ಪರಿಗಣಿಸಿದ್ದು, ದೌರ್ಜನ್ಯ ತಡೆಗೆ ಹಲವು ಕ್ರಮಗಳನ್ನು ಕೈಗೊಂಡಿದೆ. xyxy=(31,366,326,486)
paragraph: ನಿಯಮಗಳನ್ನು ಪಾಲಿಸದ ಹಣಕಾಸು ಸಂಸ್ಥೆಗಳ ಬಗ್ಗೆ ಮೇಲ್ವಿಚಾರಣಾ ಸಂಸ್ಥೆಗಳ ಮೂಲಕ ಭಾರತೀಯ ರಿಸರ್ವ್ ಬ್ಯಾಂಕಿಗೆ ವರದಿ ನೀಡಲಾಗುತ್ತದೆ. ಆರ್‌ಬಿಐ ಒಪ್ಪಿಗೆಯೊಂದಿಗೆ ಸೂಕ್ತ ಶಿಸ್ತಿನ ಕ್ರಮವನ್ನು xyxy=(339,1012,657,1070)
helpline-title: •ಸಹಾಯವಾಣಿ• xyxy=(1038,373,1118,389)
paragraph: ಮಕ್ಕಳನ್ನು ಉತ್ತಮ ರೀತಿಯಲ್ಲಿ ಕಂಡು ಸರಿ-ಕಳೆ ನೋಡಿಕೊಂಡಲ್ಲಿ ಚಟುವಟಿಕೆ ಹೇಳಿಕೊಡುವ ಮೂಲಕ ಆರೈಕೆ ಮಾಡುವ ಮೂಲಕ ಕೂಸಿನ ಮನೆ ನಡೆಸಬೇಕು ಎಂದು ಪಿಡಿಒ ಗೆ ಸೂಚಿಸಿದರು. xyxy=(998,1909,1220,1987)
weather-city: ಹೊಸಪೇಟೆ xyxy=(1234,1268,1500,1288)
list-item: * ಸಾಲಗಾರರ ಲಿಖಿತ ಬೇಡಿಕೆಯ ಮೇರೆಗೆ ಸಾಲಕ್ಕೆ ಸಂಬಂಧಿಸಿದ ಯಾವುದೇ ದಾಖಲೆಯ ನಕಲನ್ನು ನೀಡಬೇಕು. xyxy=(936,872,1220,908)
subheading: •ಕರ್ನಾಟಕ ದಿವಾಳಿಯ ಬಡ್ಡಿ ವಿಧಿಸುವಿಕೆ ನಿಷೇಧ ಕಾಯಿದೆ- 2004• ಪ್ರಕಾರ ಭದ್ರತಾ ಸಾಲಗಳಿಗೆ xyxy=(53,1078,305,1115)
ads-list: ಹುಟ್ಟು ಹಬ್ಬದ ಶುಭಾಶಯ, ವಿದೇಶ ಪ್ರಯಾಣ, ಸ್ವದೇಶಾಗಮನ, ವಧು,ವರರ ಅನ್ವೇಷಣ ಜಾಹೀರಾತುಗಳು, ಜೋತಿಷ್ಯ, ಶ್ರದ್ಧಾಂಜಲಿ, ಪುಣ್ಯ ತಿಥಿ, ಅಭಿನಂದನೆಗಳು, ಹಬ್ಬದ ಮತ್ತು ಅನೇಕ ಭಾವನಾತ್ಮಕ ಶುಭಾಶಯಗಳು, ಬೇಕಾಗಿದ್ದಾರೆ, ಮಾರಾಟ, ಬಾಡಿಗೆಗೆ, xyxy=(1242,553,1492,652)
signature-title: ಮುಖ್ಯ ಕಾರ್ಯದರ್ಶಿಗಳು,ಕರ್ನಾಟಕ ಸರ್ಕಾರ xyxy=(1026,697,1213,712)
write-text: ಹೊಸಪೇಟೆ ಟೈಮ್ಸ್ ಕನ್ನಡ ದಿನಪತ್ರಿಕೆಗೆ ಲೇಖನಗಳು, ಸುದಿ ಚಿತ್ರಗಳು, ವ್ಯಕ್ತಿ ಪರಿಚಯ, ಪುಸ್ತಕ - ಸಿನಿಮಾ-ನಾಟಕ ವಿಮರ್ಶೆಗಳನ್ನು,(150 ಪದ ಮೀರದಂತೆ) ಸಂಪಾದಕರಿಗೆ ಪತ್ರ, ದೂರುಗಳು, ಕುಂದು ಕೊರತೆಗಳ ಬಗ್ಗೆ ಬರೆದು ಕಳುಹಿಸಿ xyxy=(1242,797,1492,872)
paragraph: ಹರಪನಹಳ್ಳಿ: ಕೂಸಿನ ಮನೆಗೆ ಬರುವ ಮಕ್ಕಳನ್ನು ತಮ್ಮ ಮಕ್ಕಳಂತೆ ನೋಡಿಕೊಂಡು ಸ್ವಚ್ಛತೆಗೆ ಒತ್ತು ನೀಡುತ್ತ ಪೌಷ್ಟಿಕ ಆಹಾರ ಕಡ್ಡಾಯವಾಗಿ ನೀಡಬೇಕು ಎಂದು ಹರಪನಹಳ್ಳಿ ತಾಲ್ಲೂಕು ತಾಪಂ ಕಾರ್ಯನಿರ್ವಾಹಕ ಅಧಿಕಾರಿ ಆದ ಅಪೂರ್ವ ಎ ಕುಲಕರ್ಣಿ ಅವರು ಸೂಚಿಸಿದರು. xyxy=(769,1801,987,1921)
epaper-ad xyxy=(1232,66,1502,303)
office-label: ಕಚೇರಿ ವಿಳಾಸ xyxy=(1331,364,1404,383)
weather-row: ಗುರು : ಗರಿಷ್ಠ : 40°, ಕನಿಷ್ಠ : 26° xyxy=(1245,1291,1489,1310)
list-item: * ಜನಸಾಮಾನ್ಯರು ಈ ವಿಧಾನಗಳ ಬಗ್ಗೆ ತಿಳುವಳಿಕೆ ಹೊಂದಿರಬೇಕು. ತಮ್ಮ ಆಧಿಕೃತ ಹಕ್ಕುಗಳು,ಬಾಧ್ಯತೆಗಳ ಬಗ್ಗೆ ಖಚಿತ ಪಡಿಸಿಕೊಂಡ ನಂತರ ಸಾಲ ತೆಗೆದುಕೊಳ್ಳಬೇಕು. xyxy=(936,941,1220,998)
write-to-us: 'ನೀವು ಬರೆಯಿರಿ' xyxy=(1295,755,1439,786)
story2-column-1 xyxy=(23,1445,260,2400)
epaper-link[interactable]: https://hospettimes.com/ xyxy=(1265,189,1469,208)
story2-headline-2: 6ನೇ ಗ್ಯಾರಂಟಿ ಜಾರಿಗೊಳಿಸಿ-ಎಸ್.ಅರ್ಕಾಣಿ xyxy=(72,1383,712,1437)
whatsapp-label: ವಾಟ್ಸ್ ಆ‍ಪ್ ನಂ xyxy=(1329,882,1405,899)
paragraph: ಸಹಕಾರ ಸಂಸ್ಥೆಗಳ ಮೇಲ್ವಿಚಾರಣೆಯನ್ನು ಸಹಕಾರ ಇಲಾಖೆ, ಬ್ಯಾಂಕ್ ಅಲ್ಲದ ಆರ್ಥಿಕ ಸಂಸ್ಥೆಗಳ (ಎನ್‌ಬಿಎಫ್‌ಸಿ) ಮೇಲ್ವಿಚಾರಣೆಯನ್ನು ಭಾರತೀಯ ರಿಸರ್ವ್ ಬ್ಯಾಂಕ್ (ಆರ್‌ಬಿಐ) ಮೂಲಕ ನೋಂದಣಿ ಮತ್ತು ಮೇಲ್ವಿಚಾರಣೆ ಮಾಡಲಾಗುತ್ತಿದೆ. ಸಾ-ಧನ್ (SA-Dhan) ಮತ್ತು ಮೈಕ್ರೋ ಫೈನಾನ್ಸ್ ಇಂಡಸ್ಟ್ರಿ ನೆಟ್‌ವರ್ಕ್ (MFIN) ಸಂಸ್ಥೆಗಳನ್ನು ಭಾರತೀಯ ರಿಸರ್ವ್ (RBI) ಸ್ವಯಂ ನಿಯಂತ್ರಣ ಸಂಸ್ಥೆಗಳನ್ನಾಗಿ (self-regulatory organisation) ನೇಮಿಸಿದೆ.ನಿಗದಿತ ಉತ್ತಮ ಲೇವಾದೇವಿ ಪದ್ಧತಿಗಳನ್ನು ಅನುಷ್ಠಾನಗೊಳಿಸಲು ಈ ಸಂಸ್ಥೆಗಳನ್ನು ರಚಿಸಲಾಗಿದೆ. xyxy=(339,691,657,875)
paragraph: ವರ್ಷಕ್ಕೆ ಶೇ.14 ಹಾಗೂ ಭದ್ರತೆ ಇಲ್ಲದ ಸಾಲಗಳಿಗೆ ವರ್ಷಕ್ಕೆ ಗರಿಷ್ಠ ಶೇ.16 ಗರಿಷ್ಠ ಬಡ್ಡಿ ದರವನ್ನು ಲೇವಾದೇವಿದಾರರಿಗೆ ನಿಗದಿಪಡಿಸಲಾಗಿದೆ. xyxy=(339,366,657,402)
ads-etc: ಇತ್ಯಾದಿಗಳಿಗೆ xyxy=(1341,663,1394,678)
lead-column-4 xyxy=(936,800,1220,1313)
paragraph: 3 ಲಕ್ಷ ರೂ.ವರೆಗಿನ ಆದಾಯವಿರುವ ಸಾರ್ವಜನಿಕರಿಗೆ ಸಾಲವನ್ನು ಒದಗಿಸುವ ವ್ಯವಸ್ಥೆಯನ್ನು ಮೈಕ್ರೋ ಫೈನಾನ್ಸ್ ಎಂದು ಕರೆಯಲಾಗುತ್ತದೆ. ಬ್ಯಾಂಕುಗಳಲ್ಲದ ಸಹಕಾರ ಸಂಘಗಳು, ಎನ್‌ಬಿಎಫ್‌ಸಿಗಳು, ಸರ್ಕಾರೇತರ ಸಂಸ್ಥೆಗಳು, ಟ್ರಸ್ಟ್‌ಗಳು, ಸಣ್ಣ ಅಂಗಡಿ ಮಾಲೀಕರು, ಇವರುಗಳು ಸಾಲ ನೀಡುತ್ತಾರೆ. xyxy=(339,583,657,683)
paragraph: ಎಐಟಿಯುಸಿಯ ಬಳ್ಳಾರಿ ಜಿಲ್ಲಾ ಪ್ರಧಾನ ಕಾರ್ಯದರ್ಶಿ ಎ.ಎಂ.ಪಿ. ವಾಣಿಶ್ರೀ, 2022ರಲ್ಲಿ ಸುಪ್ರೀಂ ಕೋರ್ಟ್ ನೀಡಿರುವ ತೀರ್ಪಿನಂತೆ ನಿವೃತ್ತರಾದ ಎಲ್ಲ ಕಾರ್ಯಕರ್ತೆಯರಿಗೆ ಮತ್ತು ಸಹಾಯಕಿಯರಿಗೆ ಗ್ರಾಚ್ಯುಟಿ ಸೌಲಭ್ಯ ಜಾರಿಗೊಳಿಸಬೇಕು. ಗುಜರಾತ್ ಹೈಕೋರ್ಟ್ ನೀಡಿದ ತೀರ್ಪಿನ ಅನ್ವಯ ಅಂಗನವಾಡಿ ಕಾರ್ಯಕರ್ತೆಯರಿಗೆ ಮತ್ತು ಸಹಾಯಕಿಯರಿಗೆ xyxy=(268,2036,501,2177)
office-address: ಗುರುಸಪ್ಪನವರ ಛತ್ರ, ಮೇನ್‌ಬಜಾರ್, ಹೊಸಪೇಟೆ xyxy=(1249,416,1485,433)
column-rule xyxy=(1227,1324,1228,2400)
subheading: •ಸ್ವಸಹಾಯ ಗುಂಪುಗಳಿಗೆ ಸಾಲ• xyxy=(1005,1007,1150,1022)
weather-box xyxy=(1232,1188,1502,1340)
story2-column-3 xyxy=(513,1713,750,2400)
paragraph: ರಾಜ್ಯ ಸರ್ಕಾರವು ಮೈಕ್ರೋ ಫೈನಾನ್ಸ್ ಸಾಲಗಾರರಿಗೆ ಎಲ್ಲ ರೀತಿಯ ಕಾನೂನು ರಕ್ಷಣೆ ನೀಡಲು ಬದ್ಧವಾಗಿದೆ.ಬೇರೊಂದ ವ್ಯಕ್ತಿಗಳ ದೂರು ವಿಕೃತ ಸಹಾಯವಾಣಿ ಸಂಖ್ಯೆ: 112 ಅಥವಾ 1902 ಸಂಪರ್ಕಿಸಬಹುದು. xyxy=(943,586,1213,664)
paragraph: ಕಳೆದ ಜನವರಿ 25 ರಂದು ಮುಖ್ಯಮಂತ್ರಿ ಸಿದ್ದರಾಮಯ್ಯನವರ ಅಧ್ಯಕ್ಷತೆಯಲ್ಲಿ,ಮೈಕ್ರೋ ಫೈನಾನ್ಸ್ ಸಂಸ್ಥೆಗಳ ಕರ್ನಾಟಕ ವಲಯದ ಅಧ್ಯಕ್ಷರು, ಭಾರತೀಯ ರಿಸರ್ವ್ ಬ್ಯಾಂಕ್ (ಬಿಐ) ನ ಪ್ರಾದೇಶಿಕ ನಿರ್ದೇಶಕರು, ಹಾಗೂ ಸಾ-ಧನ್(SA-DHAN),ಎಐಎಂ, ಎಂಎಫ್‌ಐಎನ್ ಮತ್ತು ಪ್ರಮುಖ ಮೈಕ್ರೋ ಫೈನಾನ್ಸ್ ಸಂಸ್ಥೆಗಳ ಪ್ರತಿನಿಧಿಗಳು , ರಾಜ್ಯಮಟ್ಟದ ಬ್ಯಾಂಕರುಗಳ ಸಮಿತಿ ಸಂಚಾಲಕರು, ಅಧಿಕಾರಿಗಳು , ಪೊಲೀಸ್, ಕಂದಾಯ, ಸಹಕಾರ ಹಾಗೂ ಆರ್ಥಿಕ ಇಲಾಖೆಯ ಅಧಿಕಾರಿಗಳೊಂದಿಗೆ ಸಭೆ ನಡೆಸಿ, ಕಿರುಕುಳವನ್ನು ತಡೆಗಟ್ಟಲು ಕೈಗೊಳ್ಳಬೇಕಾದ ಕ್ರಮಗಳ ಬಗ್ಗೆ ನಿರ್ದೇಶನ ನೀಡಿದ್ದಾರೆ. xyxy=(31,709,326,893)
paragraph: ಹಾಗೂ ಹಾಗೂ ಮಹಿಳಾ ಮತ್ತು ಮಕ್ಕಳ ಅಭಿವೃದ್ಧಿ ಇಲಾಖೆಯಿಂದ ಕೂಸಿನ ಮನೆ ನಡೆಯುತ್ತಿದ್ದು, ಇದನ್ನು ಅರ್ಥಪೂರ್ಣವಾಗಿ ಮುನ್ನಡೆಸಿಕೊಂಡು ಹೋಗಬೇಕು. ಇದರಲ್ಲಿ ಆರೈಕೆದಾರರ ಪಾತ್ರ ಬಹಳ ದೊಡ್ಡದು ಇದೆ. xyxy=(998,1801,1220,1900)
email-row xyxy=(1234,975,1500,1004)
story4-body xyxy=(1235,1721,1503,2404)
paragraph: ಕೂಸಿನ ಮನೆಗೆ ಬರುವ 6 ತಿಂಗಳಿಂದ 3 ವರ್ಷದೊಳಗಿನ ಮಕ್ಕಳನ್ನು ಉತ್ತಮ ರೀತಿಯಲ್ಲಿ ಆರೈಕೆ ಮಾಡಬೇಕು. ಮಕ್ಕಳನ್ನು ಆರೈಕೆ ಮಾಡುವಾಗ ತಮ್ಮ ಮಕ್ಕಳಂತೆ ನೋಡಿ ಕೊಂಡು ಸರ್ಕಾರ ನೀಡುವ ಆಹಾರ ನೀಡಿ ಎಲ್ಲ ಮಕ್ಕಳು ಪೌಷ್ಟಿಕವಾಗಿ ಬೆಳೆಯಬೇಕು ಎಂದರು. xyxy=(998,1996,1220,2116)
lead-headline-2: ಕಿರುಕುಳ ನೀಡಿದರೆ ಸಹಾಯವಾಣಿಗೆ ಮಾಹಿತಿ ನೀಡಿ xyxy=(70,256,1150,329)
story3-headline-1: ಮಕ್ಕಳಿಗೆ ಪೌಷ್ಟಿಕ ಆಹಾರ ನೀಡಿ: ತಾಪಂ xyxy=(802,1324,1186,1360)
list-item: * ಯಾವ ದಾಖಲೆಗಳನ್ನು ನೀಡುವ ಅವಶ್ಯಕತೆ ಇದೆ ಎನ್ನುವ ಸ್ಪಷ್ಟ ಮಾಹಿತಿ ನೀಡಬೇಕು. xyxy=(665,1067,929,1103)
weather-title: ಹವಾಮಾನ xyxy=(1234,1191,1500,1219)
signature-name: -ಡಾ.ಶಾಲಿನಿ ರಜನೀಶ್ xyxy=(1118,673,1213,688)
helpline-box xyxy=(936,364,1220,791)
paragraph: ಕರ್ನಾಟಕ ರಾಜ್ಯದಲ್ಲಿ ಕೇವಲ 31 ಮೈಕ್ರೋ ಫೈನಾನ್ಸ್ ಸಂಸ್ಥೆಗಳು ಕಾರ್ಯನಿರತವಾಗಿದ್ದು, ಇವುಗಳು ಅಸೋಸಿಯೇಷನ್ ಆಫ್ ಕರ್ನಾಟಕ ಮೈಕ್ರೋ ಫೈನಾನ್ಸ್ ಇನ್‌ಸ್ಟಿಟ್ಯೂಟ್ (ಎಕೆಎಂಐ) ಸಂಸ್ಥೆಯ ಸದಸ್ಯರಾಗಿವೆ. ರಾಜ್ಯದಲ್ಲಿ ಈ ಸಂಸ್ಥೆಗಳ 3090 ಶಾಖೆಗಳಿದ್ದು 37,967 ಸಿಬ್ಬಂದಿಗಳು ಕೆಲಸ ನಿರ್ವಹಿಸುತ್ತಿದ್ದಾರೆ. 1,09,88,332 ಖಾತೆಗಳಲ್ಲಿ 59,367.76 ಕೋಟಿ ರೂ. ಬಾಕಿ ಉಳಿದಿದೆ. xyxy=(339,883,657,1004)
weather-row: ಶುಕ್ರ : ಗರಿಷ್ಠ : 41°, ಕನಿಷ್ಠ : 27° xyxy=(1245,1316,1489,1334)
